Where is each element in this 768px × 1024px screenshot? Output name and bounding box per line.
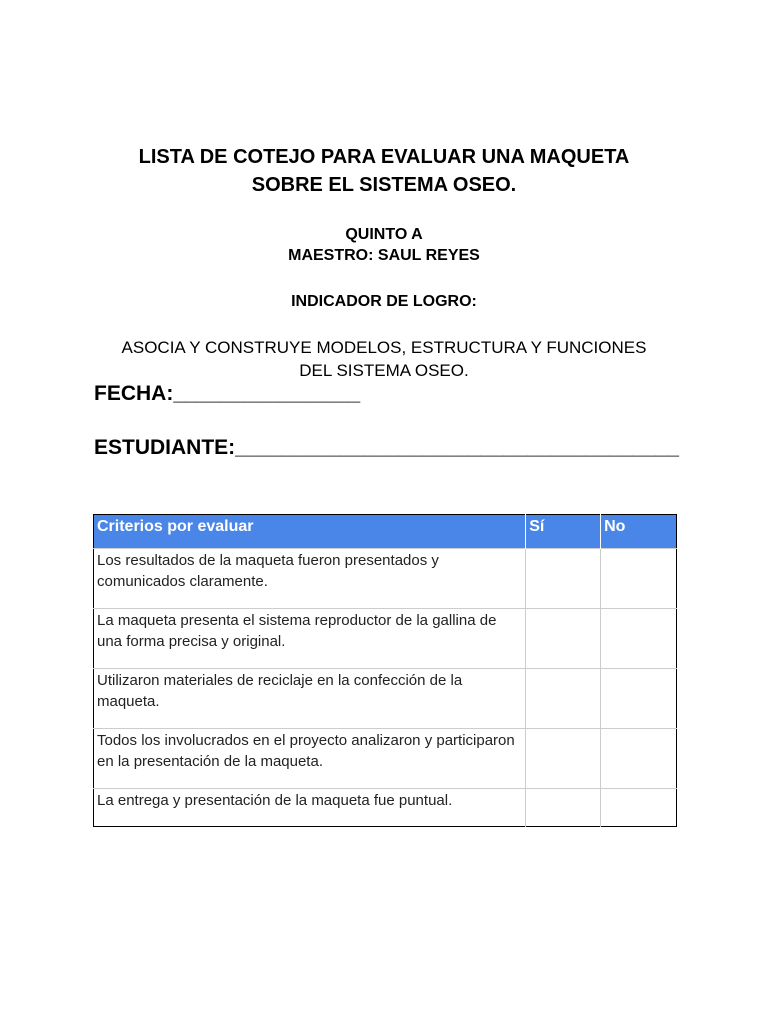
criteria-column-header: Criterios por evaluar bbox=[94, 515, 526, 549]
indicator-text-line-1: ASOCIA Y CONSTRUYE MODELOS, ESTRUCTURA Y FUNCIONES bbox=[121, 338, 647, 357]
date-field[interactable]: FECHA:________________ bbox=[94, 382, 361, 405]
yes-cell[interactable] bbox=[526, 609, 601, 669]
table-row bbox=[94, 549, 677, 609]
table-row bbox=[94, 789, 677, 827]
student-field[interactable]: ESTUDIANTE:______________________________________ bbox=[94, 436, 679, 459]
table-row bbox=[94, 669, 677, 729]
criterion-cell: La maqueta presenta el sistema reproductor de la gallina de una forma precisa y original. bbox=[94, 609, 526, 669]
yes-cell[interactable] bbox=[526, 789, 601, 827]
criterion-cell: Todos los involucrados en el proyecto analizaron y participaron en la presentación de la maqueta. bbox=[94, 729, 526, 789]
table-row bbox=[94, 729, 677, 789]
yes-column-header: Sí bbox=[526, 515, 601, 549]
criteria-table bbox=[93, 514, 677, 827]
criterion-cell: La entrega y presentación de la maqueta fue puntual. bbox=[94, 789, 526, 827]
criterion-cell: Los resultados de la maqueta fueron presentados y comunicados claramente. bbox=[94, 549, 526, 609]
document-title-line-1: LISTA DE COTEJO PARA EVALUAR UNA MAQUETA bbox=[138, 146, 630, 168]
no-column-header: No bbox=[601, 515, 677, 549]
no-cell[interactable] bbox=[601, 789, 677, 827]
table-row bbox=[94, 609, 677, 669]
yes-cell[interactable] bbox=[526, 729, 601, 789]
yes-cell[interactable] bbox=[526, 669, 601, 729]
no-cell[interactable] bbox=[601, 549, 677, 609]
no-cell[interactable] bbox=[601, 609, 677, 669]
grade-label: QUINTO A bbox=[345, 226, 423, 243]
teacher-label: MAESTRO: SAUL REYES bbox=[288, 247, 480, 264]
indicator-text-line-2: DEL SISTEMA OSEO. bbox=[299, 361, 469, 380]
no-cell[interactable] bbox=[601, 729, 677, 789]
yes-cell[interactable] bbox=[526, 549, 601, 609]
indicator-heading: INDICADOR DE LOGRO: bbox=[291, 293, 477, 310]
criterion-cell: Utilizaron materiales de reciclaje en la confección de la maqueta. bbox=[94, 669, 526, 729]
table-header-row bbox=[94, 515, 677, 549]
document-title-line-2: SOBRE EL SISTEMA OSEO. bbox=[251, 174, 517, 196]
no-cell[interactable] bbox=[601, 669, 677, 729]
